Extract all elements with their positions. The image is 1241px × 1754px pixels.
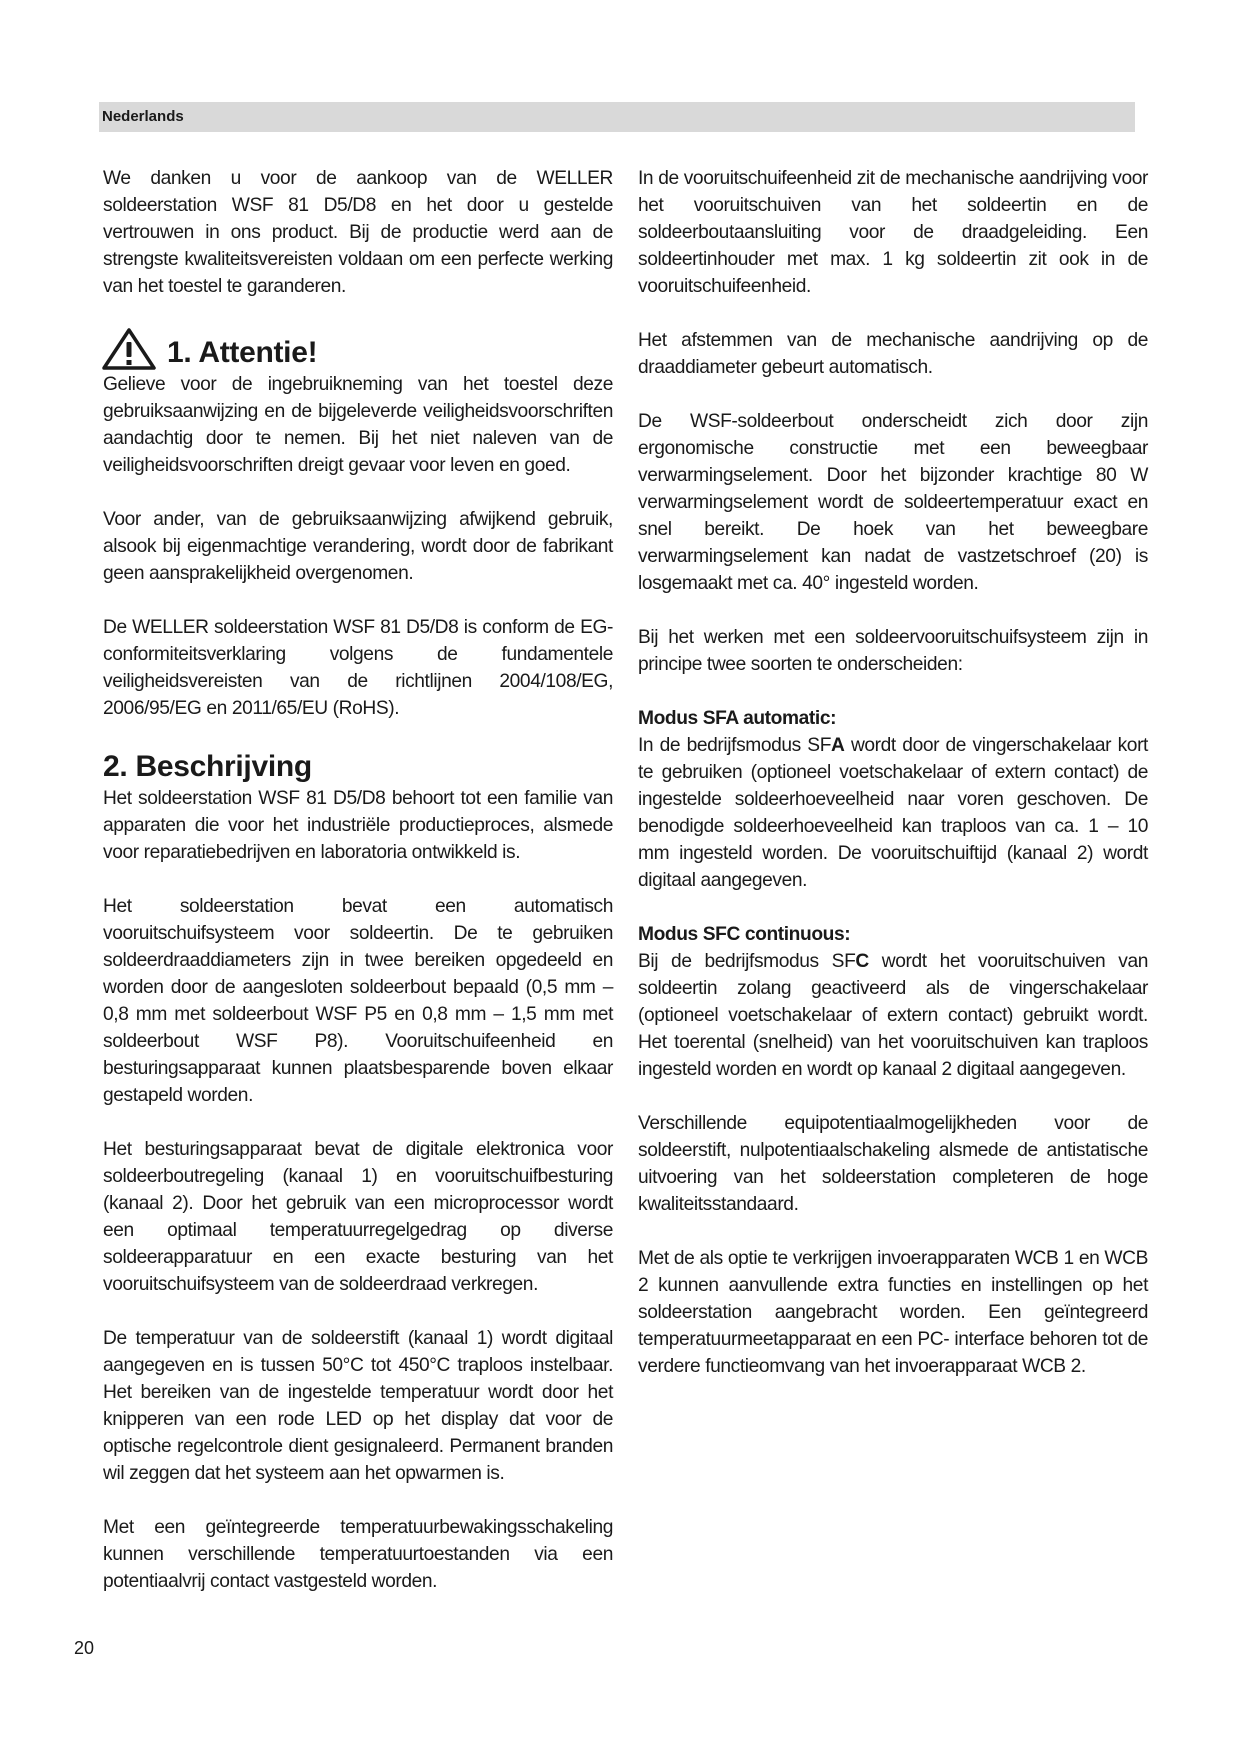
- description-paragraph-2: Het soldeerstation bevat een automatisch vooruitschuifsysteem voor soldeertin. De te gebruiken soldeerdraaddiameters zijn in twee bereiken opgedeeld en worden door de aangesloten soldeerbout bepaald (0,5 mm – 0,8 mm met soldeerbout WSF P5 en 0,8 mm – 1,5 mm met soldeerbout WSF P8). Vooruitschuifeenheid en besturingsapparaat kunnen plaatsbesparende boven elkaar gestapeld worden.: [103, 896, 613, 1106]
- description-paragraph-1: Het soldeerstation WSF 81 D5/D8 behoort tot een familie van apparaten die voor het industriële productieproces, alsmede voor reparatiebedrijven en laboratoria ontwikkeld is.: [103, 788, 613, 863]
- right-paragraph-2: Het afstemmen van de mechanische aandrijving op de draaddiameter gebeurt automatisch.: [638, 330, 1148, 378]
- mode-sfa-text-post: wordt door de vingerschakelaar kort te gebruiken (optioneel voetschakelaar of extern contact) de ingestelde soldeerhoeveelheid naar voren geschoven. De benodigde soldeerhoeveelheid kan traploos van ca. 1 – 10 mm ingesteld worden. De vooruitschuiftijd (kanaal 2) wordt digitaal aangegeven.: [638, 735, 1148, 891]
- section-heading-attention: 1. Attentie!: [167, 336, 318, 369]
- section-heading-description: 2. Beschrijving: [103, 750, 312, 783]
- mode-sfc-paragraph: [638, 948, 1148, 1083]
- left-column: [103, 165, 613, 1622]
- attention-paragraph-1: Gelieve voor de ingebruikneming van het toestel deze gebruiksaanwijzing en de bijgeleverde veiligheidsvoorschriften aandachtig door te nemen. Bij het niet naleven van de veiligheidsvoorschriften dreigt gevaar voor leven en goed.: [103, 374, 613, 476]
- mode-sfa-text-pre: In de bedrijfsmodus SF: [638, 735, 832, 756]
- attention-heading-row: [103, 327, 613, 371]
- attention-paragraph-2: Voor ander, van de gebruiksaanwijzing afwijkend gebruik, alsook bij eigenmachtige verandering, wordt door de fabrikant geen aansprakelijkheid overgenomen.: [103, 509, 613, 584]
- mode-sfc-text-pre: Bij de bedrijfsmodus SF: [638, 951, 856, 972]
- description-paragraph-3: Het besturingsapparaat bevat de digitale elektronica voor soldeerboutregeling (kanaal 1) en vooruitschuifbesturing (kanaal 2). Door het gebruik van een microprocessor wordt een optimaal temperatuurregelgedrag op diverse soldeerapparatuur en een exacte besturing van het vooruitschuifsysteem van de soldeerdraad verkregen.: [103, 1139, 613, 1295]
- right-paragraph-3: De WSF-soldeerbout onderscheidt zich door zijn ergonomische constructie met een beweegbaar verwarmingselement. Door het bijzonder krachtige 80 W verwarmingselement wordt de soldeertemperatuur exact en snel bereikt. De hoek van het beweegbare verwarmingselement kan nadat de vastzetschroef (20) is losgemaakt met ca. 40° ingesteld worden.: [638, 411, 1148, 594]
- mode-sfa-title: Modus SFA automatic:: [638, 708, 837, 729]
- right-column: [638, 165, 1148, 1407]
- warning-triangle-icon: [101, 327, 157, 371]
- description-paragraph-5: Met een geïntegreerde temperatuurbewakingsschakeling kunnen verschillende temperatuurtoestanden via een potentiaalvrij contact vastgesteld worden.: [103, 1517, 613, 1592]
- language-label: Nederlands: [102, 108, 184, 125]
- mode-sfa-letter: A: [831, 735, 845, 756]
- mode-sfc-title: Modus SFC continuous:: [638, 924, 851, 945]
- intro-paragraph: We danken u voor de aankoop van de WELLER soldeerstation WSF 81 D5/D8 en het door u gestelde vertrouwen in ons product. Bij de productie werd aan de strengste kwaliteitsvereisten voldaan om een perfecte werking van het toestel te garanderen.: [103, 168, 613, 297]
- mode-sfc-text-post: wordt het vooruitschuiven van soldeertin zolang geactiveerd als de vingerschakelaar (optioneel voetschakelaar of extern contact) gebruikt wordt. Het toerental (snelheid) van het vooruitschuiven kan traploos ingesteld worden en wordt op kanaal 2 digitaal aangegeven.: [638, 951, 1148, 1080]
- description-heading-row: [103, 749, 613, 785]
- language-header-bar: [99, 102, 1135, 132]
- right-paragraph-5: Verschillende equipotentiaalmogelijkheden voor de soldeerstift, nulpotentiaalschakeling alsmede de antistatische uitvoering van het soldeerstation completeren de hoge kwaliteitsstandaard.: [638, 1113, 1148, 1215]
- attention-paragraph-3: De WELLER soldeerstation WSF 81 D5/D8 is conform de EG-conformiteitsverklaring volgens de fundamentele veiligheidsvereisten van de richtlijnen 2004/108/EG, 2006/95/EG en 2011/65/EU (RoHS).: [103, 617, 613, 719]
- description-paragraph-4: De temperatuur van de soldeerstift (kanaal 1) wordt digitaal aangegeven en is tussen 50°C tot 450°C traploos instelbaar. Het bereiken van de ingestelde temperatuur wordt door het knipperen van een rode LED op het display dat voor de optische regelcontrole dient gesignaleerd. Permanent branden wil zeggen dat het systeem aan het opwarmen is.: [103, 1328, 613, 1484]
- right-paragraph-6: Met de als optie te verkrijgen invoerapparaten WCB 1 en WCB 2 kunnen aanvullende extra functies en instellingen op het soldeerstation aangebracht worden. Een geïntegreerd temperatuurmeetapparaat en een PC- interface behoren tot de verdere functieomvang van het invoerapparaat WCB 2.: [638, 1248, 1148, 1377]
- mode-sfa-paragraph: [638, 732, 1148, 894]
- mode-sfc-letter: C: [855, 951, 869, 972]
- page-number: 20: [74, 1638, 95, 1658]
- right-paragraph-4: Bij het werken met een soldeervooruitschuifsysteem zijn in principe twee soorten te onderscheiden:: [638, 627, 1148, 675]
- right-paragraph-1: In de vooruitschuifeenheid zit de mechanische aandrijving voor het vooruitschuiven van het soldeertin en de soldeerboutaansluiting voor de draadgeleiding. Een soldeertinhouder met max. 1 kg soldeertin zit ook in de vooruitschuifeenheid.: [638, 168, 1148, 297]
